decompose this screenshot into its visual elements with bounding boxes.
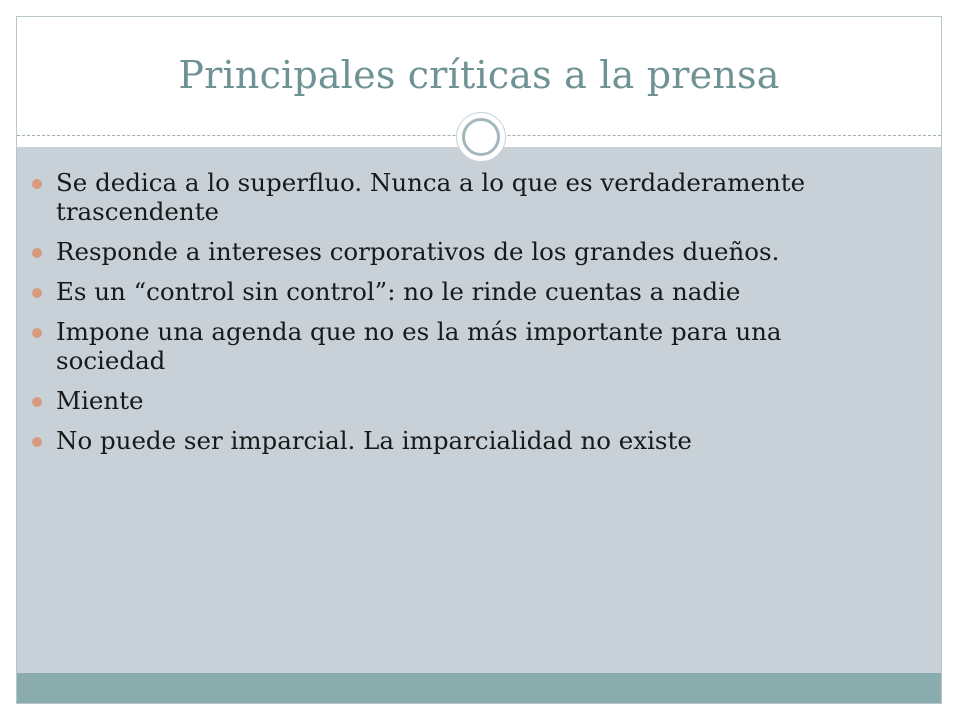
ornament-ring	[462, 118, 500, 156]
bullet-item	[32, 317, 892, 375]
bullet-text: Impone una agenda que no es la más importante para una sociedad	[56, 317, 782, 375]
footer-bar	[17, 673, 941, 704]
bullet-text: No puede ser imparcial. La imparcialidad no existe	[56, 426, 692, 455]
bullet-dot-icon	[32, 437, 42, 447]
bullet-text: Miente	[56, 386, 144, 415]
bullet-dot-icon	[32, 397, 42, 407]
bullet-item	[32, 277, 892, 306]
circle-ring-icon	[456, 112, 506, 162]
bullet-dot-icon	[32, 328, 42, 338]
bullet-list	[32, 168, 892, 466]
bullet-dot-icon	[32, 288, 42, 298]
bullet-dot-icon	[32, 248, 42, 258]
bullet-dot-icon	[32, 179, 42, 189]
bullet-text: Es un “control sin control”: no le rinde cuentas a nadie	[56, 277, 741, 306]
slide-title: Principales críticas a la prensa	[178, 53, 780, 97]
bullet-item	[32, 386, 892, 415]
bullet-item	[32, 426, 892, 455]
bullet-text: Se dedica a lo superfluo. Nunca a lo que es verdaderamente trascendente	[56, 168, 806, 226]
bullet-item	[32, 168, 892, 226]
bullet-item	[32, 237, 892, 266]
bullet-text: Responde a intereses corporativos de los grandes dueños.	[56, 237, 780, 266]
